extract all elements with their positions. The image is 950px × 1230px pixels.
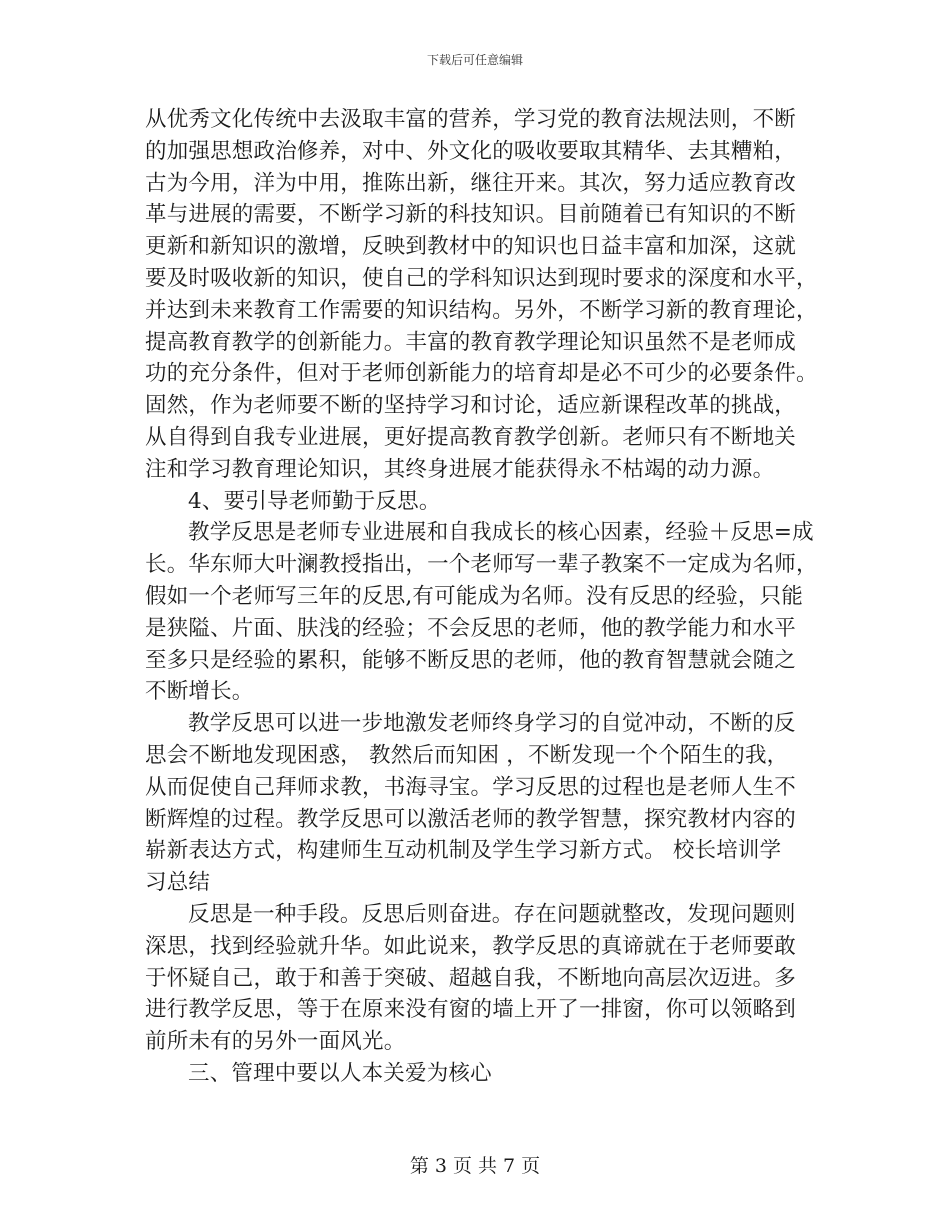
text-line: 习总结	[145, 870, 211, 896]
text-line: 更新和新知识的激增，反映到教材中的知识也日益丰富和加深，这就	[145, 234, 797, 260]
text-line: 提高教育教学的创新能力。丰富的教育教学理论知识虽然不是老师成	[145, 329, 797, 355]
text-line: 反思是一种手段。反思后则奋进。存在问题就整改，发现问题则	[188, 901, 796, 927]
page-header: 下载后可任意编辑	[426, 53, 523, 67]
text-line: 古为今用，洋为中用，推陈出新，继往开来。其次，努力适应教育改	[145, 170, 797, 196]
text-line: 要及时吸收新的知识，使自己的学科知识达到现时要求的深度和水平，	[145, 265, 818, 291]
text-line: 固然，作为老师要不断的坚持学习和讨论，适应新课程改革的挑战，	[145, 393, 797, 419]
document-body	[145, 104, 818, 1090]
text-line: 于怀疑自己，敢于和善于突破、超越自我，不断地向高层次迈进。多	[145, 965, 797, 991]
text-line: 的加强思想政治修养，对中、外文化的吸收要取其精华、去其糟粕，	[145, 138, 797, 164]
text-line: 4、要引导老师勤于反思。	[188, 488, 441, 514]
text-line: 从优秀文化传统中去汲取丰富的营养，学习党的教育法规法则，不断	[145, 107, 797, 132]
text-line: 长。华东师大叶澜教授指出，一个老师写一辈子教案不一定成为名师，	[145, 552, 818, 578]
text-line: 假如一个老师写三年的反思,有可能成为名师。没有反思的经验，只能	[145, 583, 804, 609]
text-line: 功的充分条件，但对于老师创新能力的培育却是必不可少的必要条件。	[145, 361, 818, 387]
text-line: 进行教学反思，等于在原来没有窗的墙上开了一排窗，你可以领略到	[145, 997, 797, 1023]
text-line: 思会不断地发现困惑， 教然后而知困 ，不断发现一个个陌生的我，	[145, 742, 789, 768]
page-footer: 第 3 页 共 7 页	[409, 1155, 541, 1177]
text-line: 并达到未来教育工作需要的知识结构。另外，不断学习新的教育理论，	[145, 297, 818, 323]
text-line: 从自得到自我专业进展，更好提高教育教学创新。老师只有不断地关	[145, 424, 797, 450]
text-line: 教学反思可以进一步地激发老师终身学习的自觉冲动，不断的反	[188, 711, 796, 737]
text-line: 从而促使自己拜师求教，书海寻宝。学习反思的过程也是老师人生不	[145, 774, 797, 800]
text-line: 至多只是经验的累积，能够不断反思的老师，他的教育智慧就会随之	[145, 647, 797, 673]
text-line: 崭新表达方式，构建师生互动机制及学生学习新方式。 校长培训学	[145, 838, 782, 864]
text-line: 前所未有的另外一面风光。	[145, 1029, 406, 1055]
text-line: 三、管理中要以人本关爱为核心	[188, 1060, 492, 1086]
text-line: 深思，找到经验就升华。如此说来，教学反思的真谛就在于老师要敢	[145, 933, 797, 959]
text-line: 革与进展的需要，不断学习新的科技知识。目前随着已有知识的不断	[145, 202, 797, 228]
text-line: 断辉煌的过程。教学反思可以激活老师的教学智慧，探究教材内容的	[145, 806, 797, 832]
text-line: 注和学习教育理论知识，其终身进展才能获得永不枯竭的动力源。	[145, 456, 775, 482]
text-line: 不断增长。	[145, 679, 254, 705]
text-line: 是狭隘、片面、肤浅的经验；不会反思的老师，他的教学能力和水平	[145, 615, 797, 641]
text-line: 教学反思是老师专业进展和自我成长的核心因素，经验＋反思=成	[188, 520, 814, 546]
